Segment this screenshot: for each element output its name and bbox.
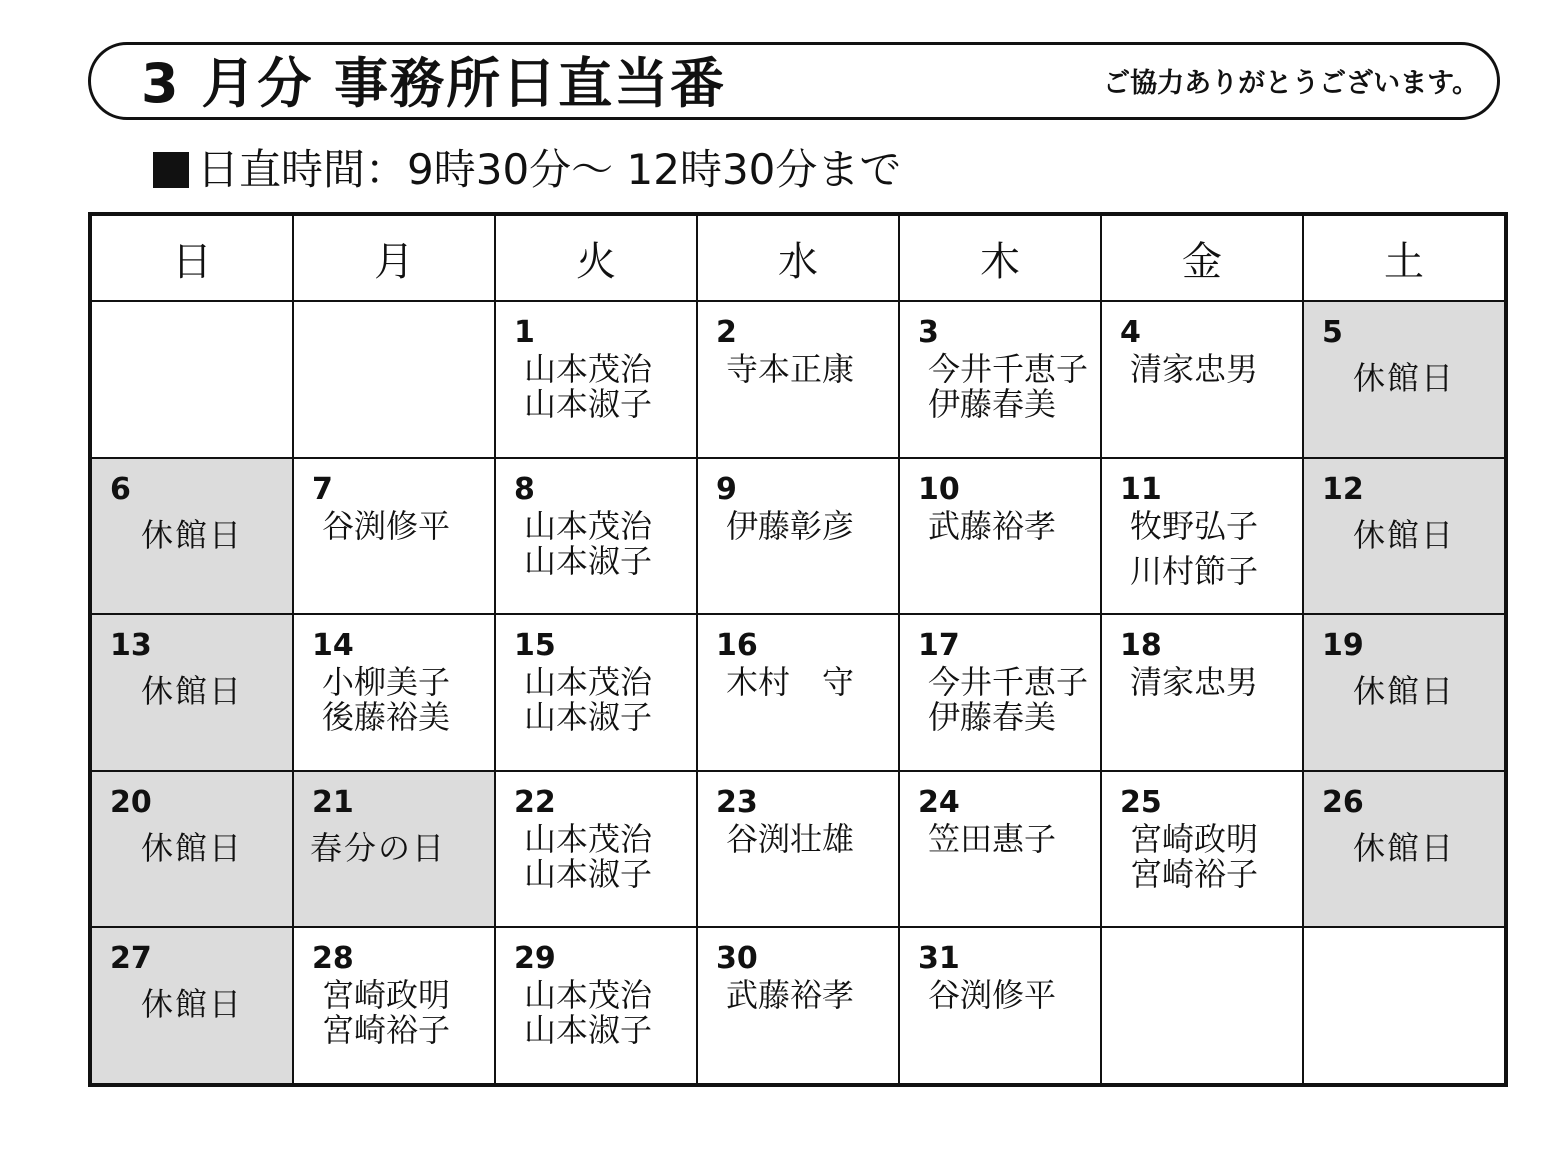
closed-label: 休館日 (140, 828, 243, 867)
calendar-day-cell (698, 928, 898, 1083)
day-number: 16 (716, 628, 758, 664)
calendar-day-cell (900, 459, 1100, 614)
duty-names (928, 665, 1088, 735)
day-number: 1 (514, 315, 535, 350)
day-number: 21 (312, 784, 354, 820)
calendar-day-cell (1102, 459, 1302, 614)
duty-person-name: 山本淑子 (524, 541, 653, 580)
closed-label: 休館日 (1352, 515, 1455, 554)
duty-person-name: 宮崎政明 (322, 976, 451, 1015)
duty-person-name: 谷渕壮雄 (726, 819, 855, 858)
day-number: 22 (514, 784, 556, 820)
duty-names (928, 352, 1088, 422)
weekday-header-sun: 日 (92, 216, 292, 300)
day-number: 26 (1322, 784, 1364, 820)
day-number: 20 (110, 784, 152, 820)
duty-person-name: 笠田惠子 (928, 819, 1057, 858)
duty-person-name: 宮崎政明 (1130, 819, 1259, 858)
day-number: 27 (110, 941, 152, 977)
duty-names (928, 819, 1057, 858)
duty-person-name: 木村 守 (726, 663, 855, 702)
duty-person-name: 山本淑子 (524, 385, 653, 423)
calendar-day-cell (698, 302, 898, 457)
duty-person-name: 谷渕修平 (928, 976, 1057, 1015)
weekday-header-fri: 金 (1102, 216, 1302, 300)
duty-names (524, 352, 652, 422)
duty-person-name: 清家忠男 (1130, 350, 1259, 388)
duty-person-name: 山本茂治 (524, 976, 653, 1015)
closed-label: 休館日 (140, 672, 243, 711)
calendar-day-cell (92, 459, 292, 614)
duty-names (322, 665, 450, 735)
duty-person-name: 武藤裕孝 (726, 976, 855, 1015)
calendar-day-cell (698, 615, 898, 770)
calendar-day-cell (1102, 928, 1302, 1083)
duty-names (928, 978, 1056, 1013)
duty-names (524, 978, 652, 1048)
calendar-day-cell (1304, 928, 1504, 1083)
duty-person-name: 山本淑子 (524, 1011, 653, 1050)
duty-hours-text: 日直時間：9時30分～ 12時30分まで (197, 145, 902, 194)
calendar-day-cell (1304, 459, 1504, 614)
day-number: 13 (110, 628, 152, 664)
closed-label: 休館日 (140, 515, 243, 554)
duty-person-name: 寺本正康 (726, 350, 855, 388)
duty-names (524, 665, 652, 735)
weekday-header-sat: 土 (1304, 216, 1504, 300)
weekday-header-thu: 木 (900, 216, 1100, 300)
calendar-day-cell (1102, 615, 1302, 770)
duty-person-name: 山本茂治 (524, 506, 653, 545)
duty-person-name: 牧野弘子 (1130, 506, 1259, 545)
calendar-day-cell (496, 459, 696, 614)
calendar-day-cell (1102, 302, 1302, 457)
calendar-day-cell (698, 459, 898, 614)
duty-names (322, 506, 451, 545)
day-number: 9 (716, 471, 737, 507)
duty-person-name: 宮崎裕子 (322, 1011, 451, 1050)
day-number: 4 (1120, 315, 1141, 350)
duty-person-name: 伊藤彰彦 (726, 506, 855, 545)
duty-names (322, 978, 450, 1048)
header-banner (88, 42, 1500, 120)
duty-person-name: 伊藤春美 (928, 385, 1057, 423)
closed-label: 休館日 (1352, 672, 1455, 711)
duty-hours (153, 145, 901, 195)
weekday-header-mon: 月 (294, 216, 494, 300)
duty-person-name: 山本淑子 (524, 698, 653, 737)
duty-names (928, 506, 1057, 545)
duty-names (726, 665, 854, 700)
calendar-day-cell (294, 772, 494, 927)
duty-person-name: 山本茂治 (524, 663, 653, 702)
black-square-icon (153, 152, 189, 188)
day-number: 15 (514, 628, 556, 664)
day-number: 10 (918, 471, 960, 507)
day-number: 28 (312, 941, 354, 977)
duty-names (726, 506, 855, 545)
day-number: 3 (918, 315, 939, 350)
calendar-day-cell (900, 928, 1100, 1083)
duty-person-name: 谷渕修平 (322, 506, 451, 545)
calendar-day-cell (92, 928, 292, 1083)
duty-person-name: 川村節子 (1130, 551, 1259, 590)
calendar-day-cell (900, 302, 1100, 457)
thanks-message: ご協力ありがとうございます。 (1103, 68, 1479, 99)
calendar-day-cell (294, 459, 494, 614)
duty-person-name: 後藤裕美 (322, 698, 451, 737)
calendar-day-cell (294, 302, 494, 457)
duty-names (1130, 506, 1259, 590)
duty-names (1130, 819, 1259, 893)
duty-names (1130, 665, 1258, 700)
closed-label: 休館日 (1352, 828, 1455, 867)
calendar-day-cell (1304, 302, 1504, 457)
weekday-header-wed: 水 (698, 216, 898, 300)
weekday-header-tue: 火 (496, 216, 696, 300)
calendar-day-cell (496, 772, 696, 927)
duty-calendar (88, 212, 1508, 1087)
duty-person-name: 今井千恵子 (928, 350, 1089, 388)
day-number: 18 (1120, 628, 1162, 664)
duty-person-name: 小柳美子 (322, 663, 451, 702)
duty-person-name: 清家忠男 (1130, 663, 1259, 702)
duty-names (726, 819, 855, 858)
duty-names (726, 978, 854, 1013)
calendar-day-cell (294, 615, 494, 770)
duty-person-name: 宮崎裕子 (1130, 854, 1259, 893)
day-number: 7 (312, 471, 333, 507)
day-number: 14 (312, 628, 354, 664)
duty-names (726, 352, 854, 387)
duty-person-name: 今井千恵子 (928, 663, 1089, 702)
duty-names (1130, 352, 1258, 387)
calendar-day-cell (496, 615, 696, 770)
day-number: 12 (1322, 471, 1364, 507)
day-number: 5 (1322, 315, 1343, 350)
calendar-day-cell (294, 928, 494, 1083)
day-number: 17 (918, 628, 960, 664)
day-number: 2 (716, 315, 737, 350)
duty-person-name: 武藤裕孝 (928, 506, 1057, 545)
calendar-day-cell (92, 615, 292, 770)
page-title: 3 月分 事務所日直当番 (141, 52, 727, 115)
calendar-day-cell (92, 302, 292, 457)
duty-names (524, 506, 653, 580)
calendar-day-cell (698, 772, 898, 927)
calendar-day-cell (92, 772, 292, 927)
duty-names (524, 819, 653, 893)
calendar-day-cell (1304, 772, 1504, 927)
closed-label: 休館日 (140, 985, 243, 1024)
calendar-day-cell (496, 928, 696, 1083)
day-number: 25 (1120, 784, 1162, 820)
duty-person-name: 山本茂治 (524, 350, 653, 388)
day-number: 24 (918, 784, 960, 820)
day-number: 23 (716, 784, 758, 820)
calendar-day-cell (496, 302, 696, 457)
calendar-day-cell (900, 772, 1100, 927)
duty-person-name: 伊藤春美 (928, 698, 1057, 737)
calendar-day-cell (1102, 772, 1302, 927)
duty-person-name: 山本茂治 (524, 819, 653, 858)
calendar-day-cell (900, 615, 1100, 770)
day-number: 30 (716, 941, 758, 977)
duty-person-name: 山本淑子 (524, 854, 653, 893)
day-number: 8 (514, 471, 535, 507)
day-number: 11 (1120, 471, 1162, 507)
closed-label: 春分の日 (310, 828, 447, 867)
day-number: 19 (1322, 628, 1364, 664)
day-number: 31 (918, 941, 960, 977)
calendar-day-cell (1304, 615, 1504, 770)
day-number: 6 (110, 471, 131, 507)
day-number: 29 (514, 941, 556, 977)
closed-label: 休館日 (1352, 359, 1455, 397)
